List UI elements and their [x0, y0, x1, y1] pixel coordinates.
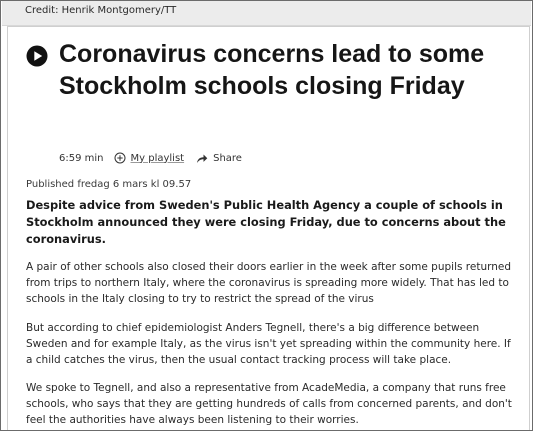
audio-duration: 6:59 min	[59, 152, 104, 164]
article-lead: Despite advice from Sweden's Public Health Agency a couple of schools in Stockholm announced they were closing Friday, due to concerns about the coronavirus.	[26, 198, 506, 246]
audio-meta-bar	[59, 150, 242, 166]
published-date: Published fredag 6 mars kl 09.57	[26, 179, 192, 190]
article-paragraph: But according to chief epidemiologist Anders Tegnell, there's a big difference between Sweden and for example Italy, as the virus isn't yet spreading within the community here. If a child catches the virus, then the usual contact tracking process will take place.	[26, 322, 511, 366]
article-paragraph: A pair of other schools also closed their doors earlier in the week after some pupils returned from trips to northern Italy, where the coronavirus is spreading more widely. That has led to schools in the Italy closing to try to restrict the spread of the virus	[26, 261, 512, 305]
article-headline: Coronavirus concerns lead to some Stockholm schools closing Friday	[59, 40, 485, 100]
plus-circle-icon	[114, 152, 126, 164]
share-button[interactable]	[196, 153, 242, 164]
image-credit: Credit: Henrik Montgomery/TT	[25, 5, 177, 16]
playlist-label: My playlist	[130, 152, 185, 164]
add-to-playlist-button[interactable]	[114, 152, 185, 164]
share-arrow-icon	[196, 153, 208, 164]
play-circle-icon[interactable]	[26, 45, 48, 67]
share-label: Share	[213, 152, 242, 164]
article-paragraph: We spoke to Tegnell, and also a representative from AcadeMedia, a company that runs free schools, who says that they are getting hundreds of calls from concerned parents, and don't feel the authorities have always been listening to their worries.	[26, 382, 512, 426]
image-credit-bar	[2, 1, 531, 26]
article-card	[7, 26, 530, 431]
